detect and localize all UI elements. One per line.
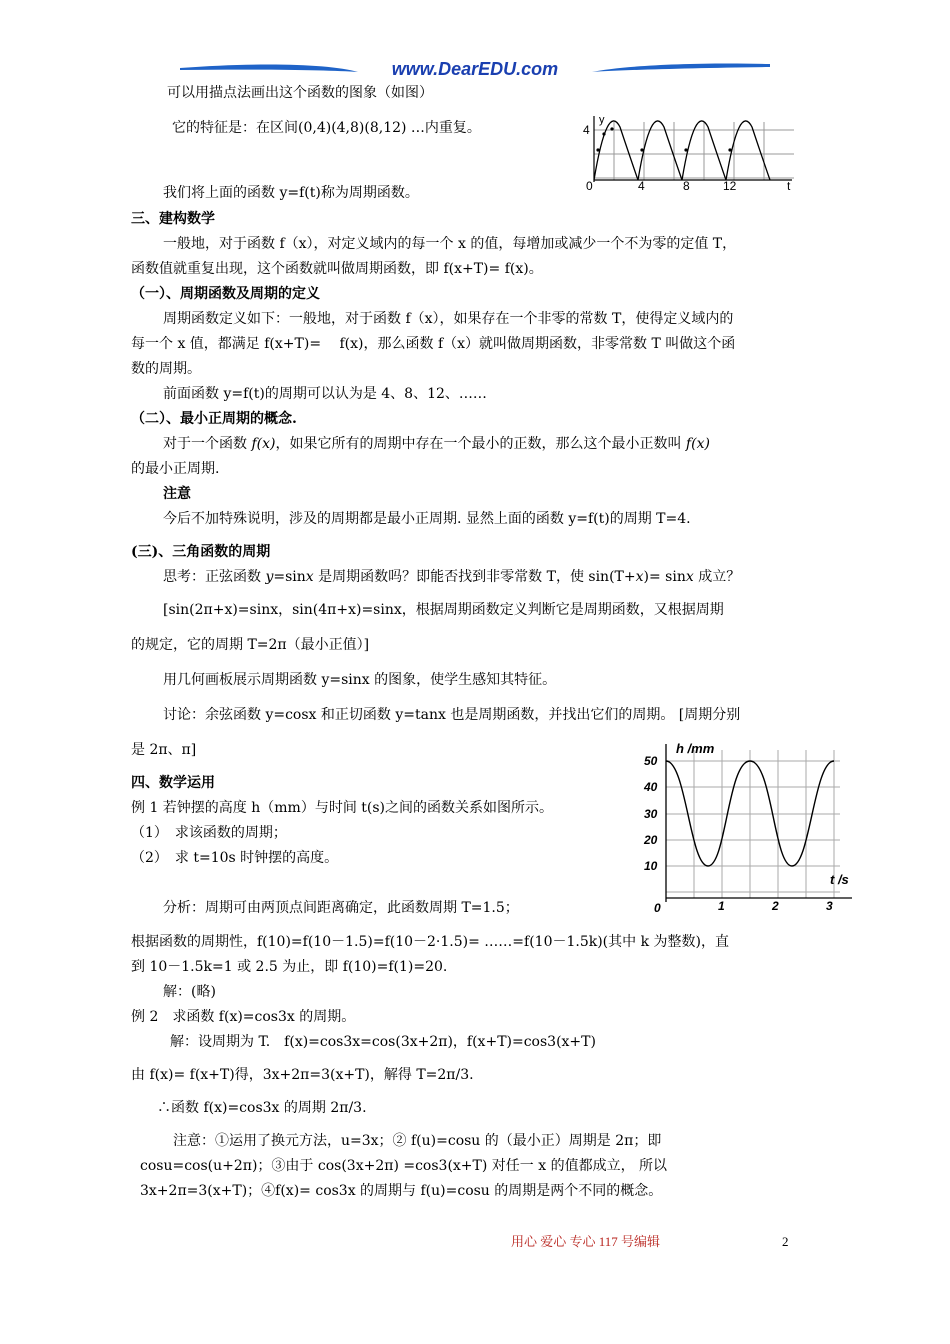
note-label: 注意 — [163, 486, 191, 502]
text-line: 对于一个函数 f(x)，如果它所有的周期中存在一个最小的正数，那么这个最小正数叫 f(x) — [163, 436, 710, 452]
fig1-x-label: t — [787, 179, 791, 193]
text-line: 的最小正周期. — [131, 461, 220, 477]
text-line: 可以用描点法画出这个函数的图象（如图） — [167, 85, 433, 101]
text-line: 讨论：余弦函数 y=cosx 和正切函数 y=tanx 也是周期函数，并找出它们的周期。 [周期分别 — [163, 707, 741, 723]
section-heading: 四、数学运用 — [131, 775, 215, 791]
fig2-y-tick: 40 — [644, 780, 658, 794]
text-line: ∴函数 f(x)=cos3x 的周期 2π/3. — [157, 1100, 367, 1116]
subsection-heading: （二）、最小正周期的概念. — [131, 411, 297, 427]
text-line: 今后不加特殊说明，涉及的周期都是最小正周期. 显然上面的函数 y=f(t)的周期 T=4. — [163, 511, 691, 527]
text-line: 一般地，对于函数 f（x），对定义域内的每一个 x 的值，每增加或减少一个不为零的定值 T， — [163, 236, 737, 252]
fig2-y-tick: 10 — [644, 859, 658, 873]
text-line: 它的特征是：在区间(0,4)(4,8)(8,12) …内重复。 — [172, 120, 481, 136]
fig1-tick: 4 — [638, 179, 645, 193]
text-line: 数的周期。 — [131, 361, 201, 377]
text-line: 由 f(x)= f(x+T)得，3x+2π=3(x+T)，解得 T=2π/3. — [131, 1067, 474, 1083]
site-logo: www.DearEDU.com — [391, 59, 559, 79]
fig2-x-tick: 3 — [826, 899, 833, 913]
fig1-y-label: y — [599, 114, 605, 126]
fig1-tick: 0 — [586, 179, 593, 193]
fig2-x-tick: 1 — [718, 899, 725, 913]
fig2-x-label: t /s — [830, 872, 849, 887]
text-line: cosu=cos(u+2π)；③由于 cos(3x+2π) =cos3(x+T) 对任一 x 的值都成立， 所以 — [140, 1158, 668, 1174]
fig1-y-tick: 4 — [583, 123, 590, 137]
fig1-tick: 8 — [683, 179, 690, 193]
fig2-x-tick: 2 — [772, 899, 779, 913]
text-line: 分析：周期可由两顶点间距离确定，此函数周期 T=1.5； — [163, 900, 519, 916]
pendulum-graph — [640, 738, 862, 916]
footer-text: 用心 爱心 专心 117 号编辑 — [511, 1234, 661, 1249]
fig2-x-tick: 0 — [654, 901, 661, 915]
text-line: 到 10－1.5k=1 或 2.5 为止，即 f(10)=f(1)=20. — [131, 959, 448, 975]
fig2-y-label: h /mm — [676, 741, 715, 756]
fig1-tick: 12 — [723, 179, 737, 193]
text-line: 解：设周期为 T. f(x)=cos3x=cos(3x+2π)，f(x+T)=cos3(x+T) — [170, 1034, 596, 1050]
page-number: 2 — [782, 1234, 789, 1249]
text-line: 的规定，它的周期 T=2π（最小正值）] — [131, 637, 370, 653]
section-heading: 三、建构数学 — [131, 211, 215, 227]
text-line: （2） 求 t=10s 时钟摆的高度。 — [131, 850, 339, 866]
text-line: 是 2π、π] — [131, 742, 197, 758]
periodic-graph-1 — [580, 112, 800, 194]
text-line: [sin(2π+x)=sinx，sin(4π+x)=sinx，根据周期函数定义判断它是周期函数，又根据周期 — [163, 602, 724, 618]
subsection-heading: (三)、三角函数的周期 — [131, 544, 271, 560]
text-line: （1） 求该函数的周期； — [131, 825, 287, 841]
subsection-heading: （一）、周期函数及周期的定义 — [131, 286, 320, 302]
text-line: 根据函数的周期性，f(10)=f(10－1.5)=f(10－2·1.5)= ……=f(10－1.5k)(其中 k 为整数)，直 — [131, 934, 729, 950]
text-line: 用几何画板展示周期函数 y=sinx 的图象，使学生感知其特征。 — [163, 672, 557, 688]
text-line: 思考：正弦函数 y=sinx 是周期函数吗？即能否找到非零常数 T，使 sin(T+x)= sinx 成立？ — [163, 569, 741, 585]
text-line: 解：(略) — [163, 984, 216, 1000]
text-line: 每一个 x 值，都满足 f(x+T)= f(x)，那么函数 f（x）就叫做周期函数，非零常数 T 叫做这个函 — [131, 336, 736, 352]
fig2-y-tick: 20 — [644, 833, 658, 847]
text-line: 我们将上面的函数 y=f(t)称为周期函数。 — [163, 185, 419, 201]
text-line: 前面函数 y=f(t)的周期可以认为是 4、8、12、…… — [163, 386, 487, 402]
text-line: 例 2 求函数 f(x)=cos3x 的周期。 — [131, 1009, 356, 1025]
text-line: 周期函数定义如下：一般地，对于函数 f（x），如果存在一个非零的常数 T，使得定义域内的 — [163, 311, 734, 327]
text-line: 注意：①运用了换元方法，u=3x；② f(u)=cosu 的（最小正）周期是 2π；即 — [173, 1133, 662, 1149]
fig2-y-tick: 50 — [644, 754, 658, 768]
fig2-y-tick: 30 — [644, 807, 658, 821]
text-line: 函数值就重复出现，这个函数就叫做周期函数，即 f(x+T)= f(x)。 — [131, 261, 543, 277]
text-line: 例 1 若钟摆的高度 h（mm）与时间 t(s)之间的函数关系如图所示。 — [131, 800, 554, 816]
text-line: 3x+2π=3(x+T)；④f(x)= cos3x 的周期与 f(u)=cosu 的周期是两个不同的概念。 — [140, 1183, 663, 1199]
